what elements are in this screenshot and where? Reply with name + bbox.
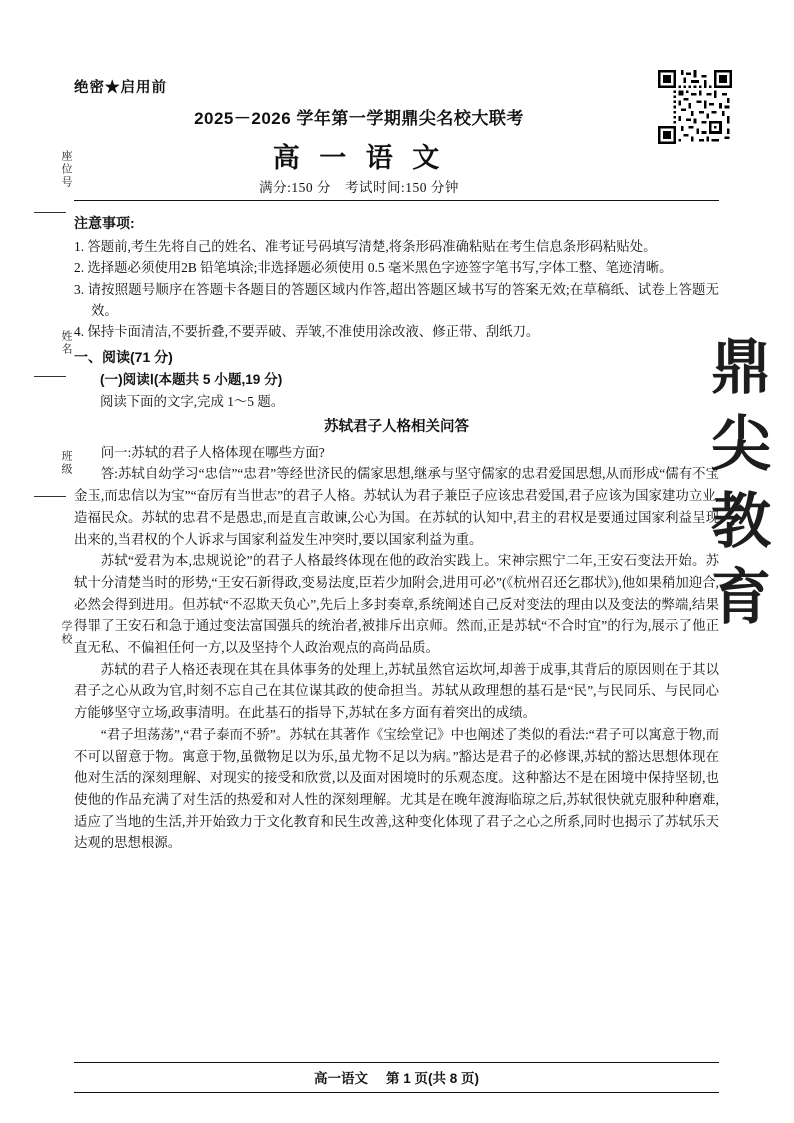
margin-label-school: 学校	[60, 620, 72, 646]
margin-label-seat: 座位号	[60, 150, 72, 189]
footer-divider-top	[74, 1062, 719, 1063]
section-subtitle: (一)阅读Ⅰ(本题共 5 小题,19 分)	[100, 371, 283, 387]
notice-item-2: 2. 选择题必须使用2B 铅笔填涂;非选择题必须使用 0.5 毫米黑色字迹签字笔书写,字体工整、笔迹清晰。	[74, 260, 673, 276]
passage-paragraph-5: “君子坦荡荡”,“君子泰而不骄”。苏轼在其著作《宝绘堂记》中也阐述了类似的看法:“君子可以寓意于物,而不可以留意于物。寓意于物,虽微物足以为乐,虽尤物不足以为病。”豁达是君子的必修课,苏轼的豁达思想体现在他对生活的深刻理解、对现实的接受和欣赏,以及面对困境时的乐观态度。这种豁达不是在困境中保持坚韧,也使他的作品充满了对生活的热爱和对人性的深刻理解。尤其是在晚年渡海临琼之后,苏轼很快就克服种种磨难,适应了当地的生活,并开始致力于文化教育和民生改善,这种变化体现了君子之心之所系,同时也揭示了苏轼乐天达观的思想根源。	[74, 726, 719, 851]
section-instruction: 阅读下面的文字,完成 1～5 题。	[100, 393, 285, 409]
subject-title: 高 一 语 文	[272, 143, 446, 173]
watermark-char-2: 尖	[711, 410, 771, 478]
passage-paragraph-2: 答:苏轼自幼学习“忠信”“忠君”等经世济民的儒家思想,继承与坚守儒家的忠君爱国思想,从而形成“儒有不宝金玉,而忠信以为宝”“奋厉有当世志”的君子人格。苏轼认为君子兼臣子应该忠君爱国,君子应该为国家建功立业,造福民众。苏轼的忠君不是愚忠,而是直言敢谏,公心为国。在苏轼的认知中,君主的君权是要通过国家利益呈现出来的,当君权的个人诉求与国家利益发生冲突时,要以国家利益为重。	[74, 466, 719, 547]
watermark-char-3: 教	[711, 487, 771, 555]
exam-title: 2025－2026 学年第一学期鼎尖名校大联考	[194, 109, 524, 128]
margin-rule-1	[34, 212, 66, 213]
passage-paragraph-1: 问一:苏轼的君子人格体现在哪些方面?	[100, 444, 325, 460]
header-divider	[74, 200, 719, 201]
passage-paragraph-4: 苏轼的君子人格还表现在其在具体事务的处理上,苏轼虽然官运坎坷,却善于成事,其背后的原因则在于其以君子之心从政为官,时刻不忘自己在其位谋其政的使命担当。苏轼从政理想的基石是“民”,与民同乐、与民同心方能够坚守立场,政事清明。在此基石的指导下,苏轼在多方面有着突出的成绩。	[74, 661, 719, 721]
footer-page-number: 第 1 页(共 8 页)	[385, 1071, 479, 1086]
notice-title: 注意事项:	[74, 215, 135, 231]
margin-rule-3	[34, 496, 66, 497]
footer-subject: 高一语文	[313, 1071, 368, 1086]
passage-paragraph-3: 苏轼“爱君为本,忠规说论”的君子人格最终体现在他的政治实践上。宋神宗熙宁二年,王安石变法开始。苏轼十分清楚当时的形势,“王安石新得政,变易法度,臣若少加附会,进用可必”(《杭州召还乞郡状》),他如果稍加迎合,必然会得到进用。但苏轼“不忍欺天负心”,先后上多封奏章,系统阐述自己反对变法的理由以及变法的弊端,结果得罪了王安石和急于通过变法富国强兵的统治者,被排斥出京师。然而,正是苏轼“不合时宜”的行为,展示了他正直无私、不偏袒任何一方,以及坚持个人政治观点的高尚品质。	[74, 553, 719, 656]
document-body	[74, 212, 719, 854]
footer-divider-bottom	[74, 1092, 719, 1093]
margin-label-class: 班级	[60, 450, 72, 476]
passage-title: 苏轼君子人格相关问答	[324, 419, 469, 436]
watermark-char-1: 鼎	[711, 334, 771, 401]
qr-code	[658, 70, 732, 144]
notice-item-3: 3. 请按照题号顺序在答题卡各题目的答题区域内作答,超出答题区域书写的答案无效;在草稿纸、试卷上答题无效。	[74, 281, 719, 318]
score-time-line: 满分:150 分 考试时间:150 分钟	[259, 180, 459, 195]
margin-rule-2	[34, 376, 66, 377]
notice-item-4: 4. 保持卡面清洁,不要折叠,不要弄破、弄皱,不准使用涂改液、修正带、刮纸刀。	[74, 324, 540, 340]
secret-label: 绝密★启用前	[74, 80, 167, 96]
left-margin-column	[28, 150, 72, 910]
page-footer	[74, 1067, 719, 1087]
watermark-char-4: 育	[711, 564, 771, 632]
section-title: 一、阅读(71 分)	[74, 348, 173, 365]
margin-label-name: 姓名	[60, 330, 72, 356]
notice-item-1: 1. 答题前,考生先将自己的姓名、准考证号码填写清楚,将条形码准确粘贴在考生信息条形码粘贴处。	[74, 238, 657, 254]
